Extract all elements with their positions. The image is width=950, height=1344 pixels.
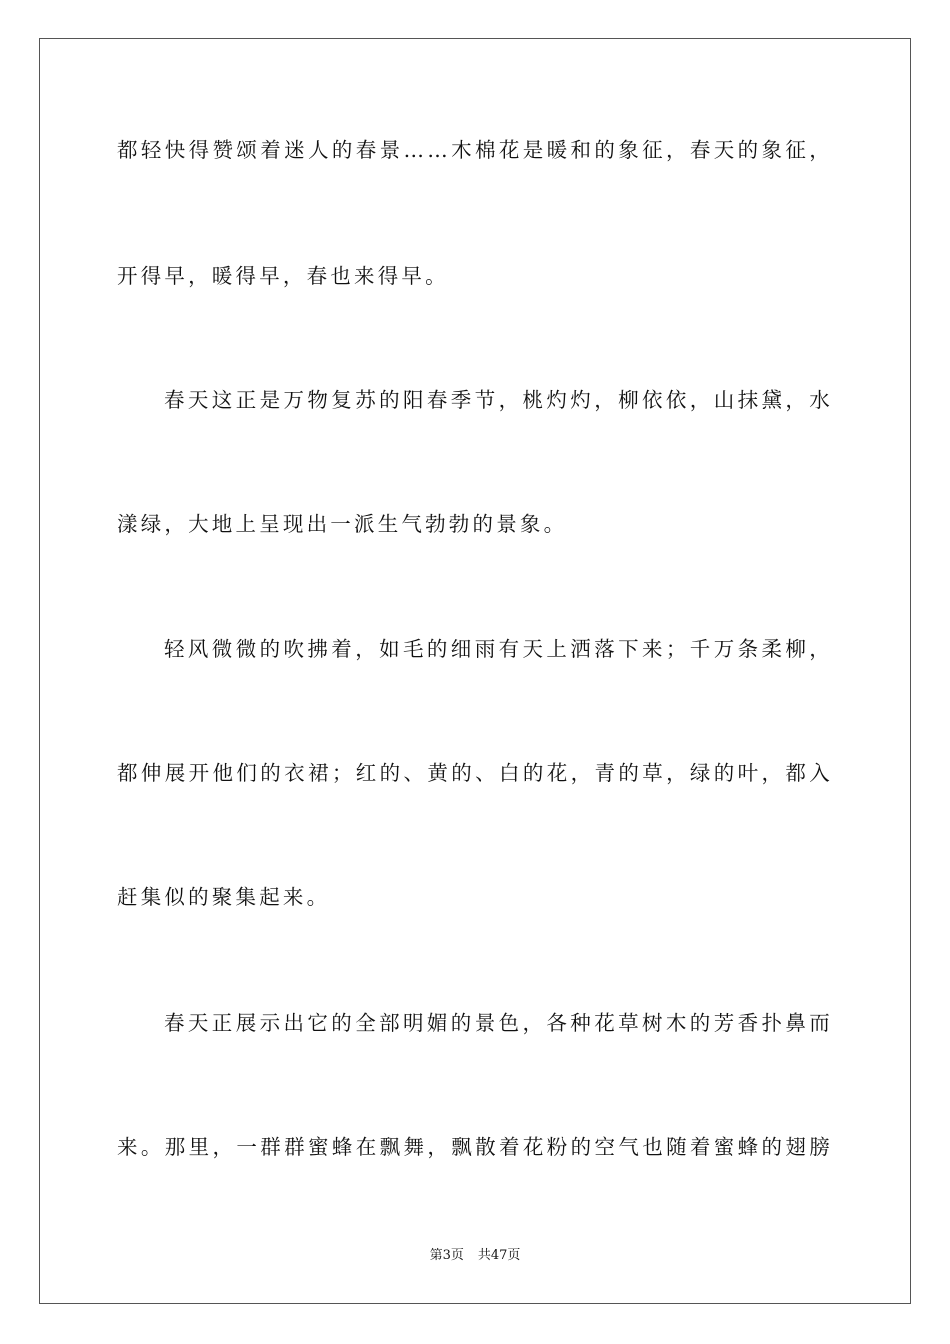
text-line: 开得早，暖得早，春也来得早。 bbox=[117, 264, 449, 288]
page-total: 共47页 bbox=[477, 1248, 521, 1263]
page-number: 第3页 bbox=[429, 1248, 464, 1263]
text-line: 春天正展示出它的全部明媚的景色，各种花草树木的芳香扑鼻而 bbox=[164, 1011, 833, 1035]
text-line: 来。那里，一群群蜜蜂在飘舞，飘散着花粉的空气也随着蜜蜂的翅膀 bbox=[117, 1135, 833, 1159]
text-line: 赶集似的聚集起来。 bbox=[117, 885, 331, 909]
text-line: 都伸展开他们的衣裙；红的、黄的、白的花，青的草，绿的叶，都入 bbox=[117, 761, 833, 785]
text-line: 漾绿，大地上呈现出一派生气勃勃的景象。 bbox=[117, 512, 568, 536]
text-line: 轻风微微的吹拂着，如毛的细雨有天上洒落下来；千万条柔柳， bbox=[164, 637, 833, 661]
text-line: 都轻快得赞颂着迷人的春景……木棉花是暖和的象征，春天的象征， bbox=[117, 138, 833, 162]
page-border bbox=[39, 38, 911, 1304]
text-line: 春天这正是万物复苏的阳春季节，桃灼灼，柳依依，山抹黛，水 bbox=[164, 388, 833, 412]
page-footer bbox=[0, 1247, 950, 1265]
